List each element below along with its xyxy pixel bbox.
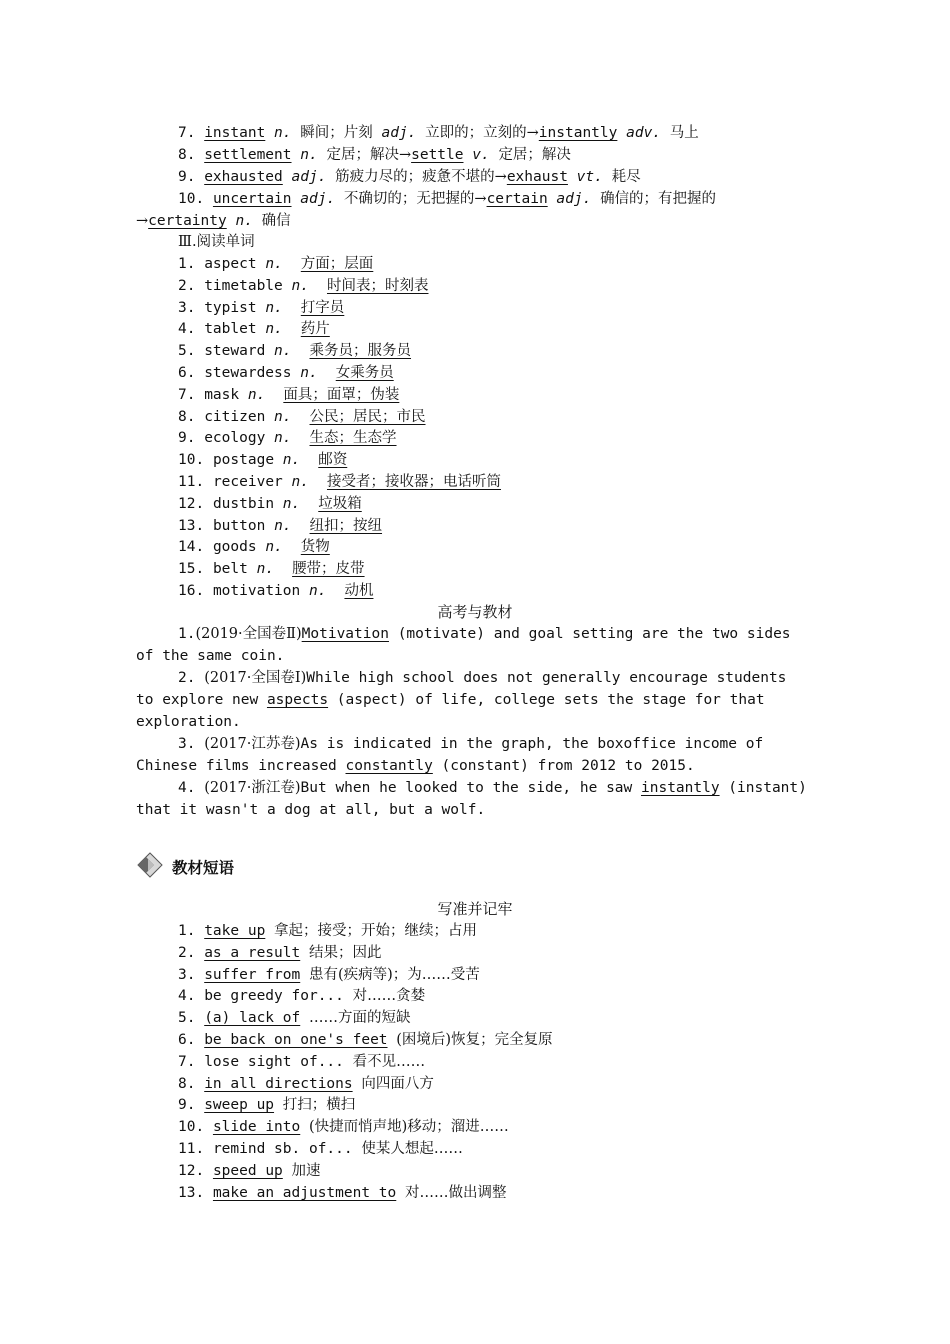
exam-title: 高考与教材 xyxy=(437,603,513,621)
section-header xyxy=(136,852,234,882)
phrase-item: 3. suffer from 患有(疾病等)；为……受苦 xyxy=(178,966,480,983)
exam-item-2-line3: exploration. xyxy=(136,714,241,730)
reading-word-item: 9. ecology n. 生态；生态学 xyxy=(178,430,397,447)
phrase-item: 6. be back on one's feet (困境后)恢复；完全复原 xyxy=(178,1032,553,1048)
reading-word-item: 11. receiver n. 接受者；接收器；电话听筒 xyxy=(178,474,501,490)
reading-word-item: 15. belt n. 腰带；皮带 xyxy=(178,561,365,578)
phrase-item: 10. slide into (快捷而悄声地)移动；溜进…… xyxy=(178,1119,509,1136)
exam-item-3-line2: Chinese films increased constantly (constant) from 2012 to 2015. xyxy=(136,758,695,774)
phrase-item: 8. in all directions 向四面八方 xyxy=(178,1075,434,1092)
phrase-item: 2. as a result 结果；因此 xyxy=(178,944,382,961)
exam-item-4-line2: that it wasn't a dog at all, but a wolf. xyxy=(136,802,486,818)
vocab-item-7: 7. instant n. 瞬间；片刻 adj. 立即的；立刻的→instantly adv. 马上 xyxy=(178,125,699,141)
phrase-item: 7. lose sight of... 看不见…… xyxy=(178,1053,426,1070)
vocab-item-10: 10. uncertain adj. 不确切的；无把握的→certain adj. 确信的；有把握的 xyxy=(178,191,717,207)
exam-item-2-line2: to explore new aspects (aspect) of life, college sets the stage for that xyxy=(136,692,765,708)
reading-word-item: 5. steward n. 乘务员；服务员 xyxy=(178,343,412,360)
exam-item-1: 1.(2019·全国卷Ⅱ)Motivation (motivate) and goal setting are the two sides xyxy=(178,626,791,642)
reading-word-item: 6. stewardess n. 女乘务员 xyxy=(178,365,394,381)
vocab-item-8: 8. settlement n. 定居；解决→settle v. 定居；解决 xyxy=(178,147,571,163)
reading-word-item: 2. timetable n. 时间表；时刻表 xyxy=(178,277,429,294)
vocab-item-10-cont: →certainty n. 确信 xyxy=(136,213,291,229)
exam-item-3: 3. (2017·江苏卷)As is indicated in the graph, the boxoffice income of xyxy=(178,736,764,752)
phrase-item: 11. remind sb. of... 使某人想起…… xyxy=(178,1141,463,1157)
exam-item-2: 2. (2017·全国卷Ⅰ)While high school does not generally encourage students xyxy=(178,670,787,686)
section-title: 教材短语 xyxy=(172,859,235,877)
reading-header: Ⅲ.阅读单词 xyxy=(178,234,255,250)
phrase-item: 13. make an adjustment to 对……做出调整 xyxy=(178,1184,507,1201)
phrase-item: 4. be greedy for... 对……贪婪 xyxy=(178,988,426,1005)
phrases-title: 写准并记牢 xyxy=(437,900,513,918)
exam-item-4: 4. (2017·浙江卷)But when he looked to the side, he saw instantly (instant) xyxy=(178,780,807,796)
reading-word-item: 16. motivation n. 动机 xyxy=(178,583,374,599)
reading-word-item: 4. tablet n. 药片 xyxy=(178,321,330,338)
phrase-item: 12. speed up 加速 xyxy=(178,1162,321,1179)
reading-word-item: 3. typist n. 打字员 xyxy=(178,299,345,316)
phrase-item: 9. sweep up 打扫；横扫 xyxy=(178,1097,356,1114)
reading-word-item: 7. mask n. 面具；面罩；伪装 xyxy=(178,386,400,403)
reading-word-item: 13. button n. 纽扣；按纽 xyxy=(178,517,383,534)
phrase-item: 5. (a) lack of ……方面的短缺 xyxy=(178,1010,411,1027)
reading-word-item: 1. aspect n. 方面；层面 xyxy=(178,256,374,272)
reading-word-item: 12. dustbin n. 垃圾箱 xyxy=(178,495,362,512)
phrase-item: 1. take up 拿起；接受；开始；继续；占用 xyxy=(178,923,478,939)
reading-word-item: 14. goods n. 货物 xyxy=(178,539,330,556)
exam-item-1-line2: of the same coin. xyxy=(136,648,285,664)
diamond-icon xyxy=(136,851,164,883)
reading-word-item: 8. citizen n. 公民；居民；市民 xyxy=(178,408,426,425)
vocab-item-9: 9. exhausted adj. 筋疲力尽的；疲惫不堪的→exhaust vt. 耗尽 xyxy=(178,169,641,185)
reading-word-item: 10. postage n. 邮资 xyxy=(178,452,348,469)
